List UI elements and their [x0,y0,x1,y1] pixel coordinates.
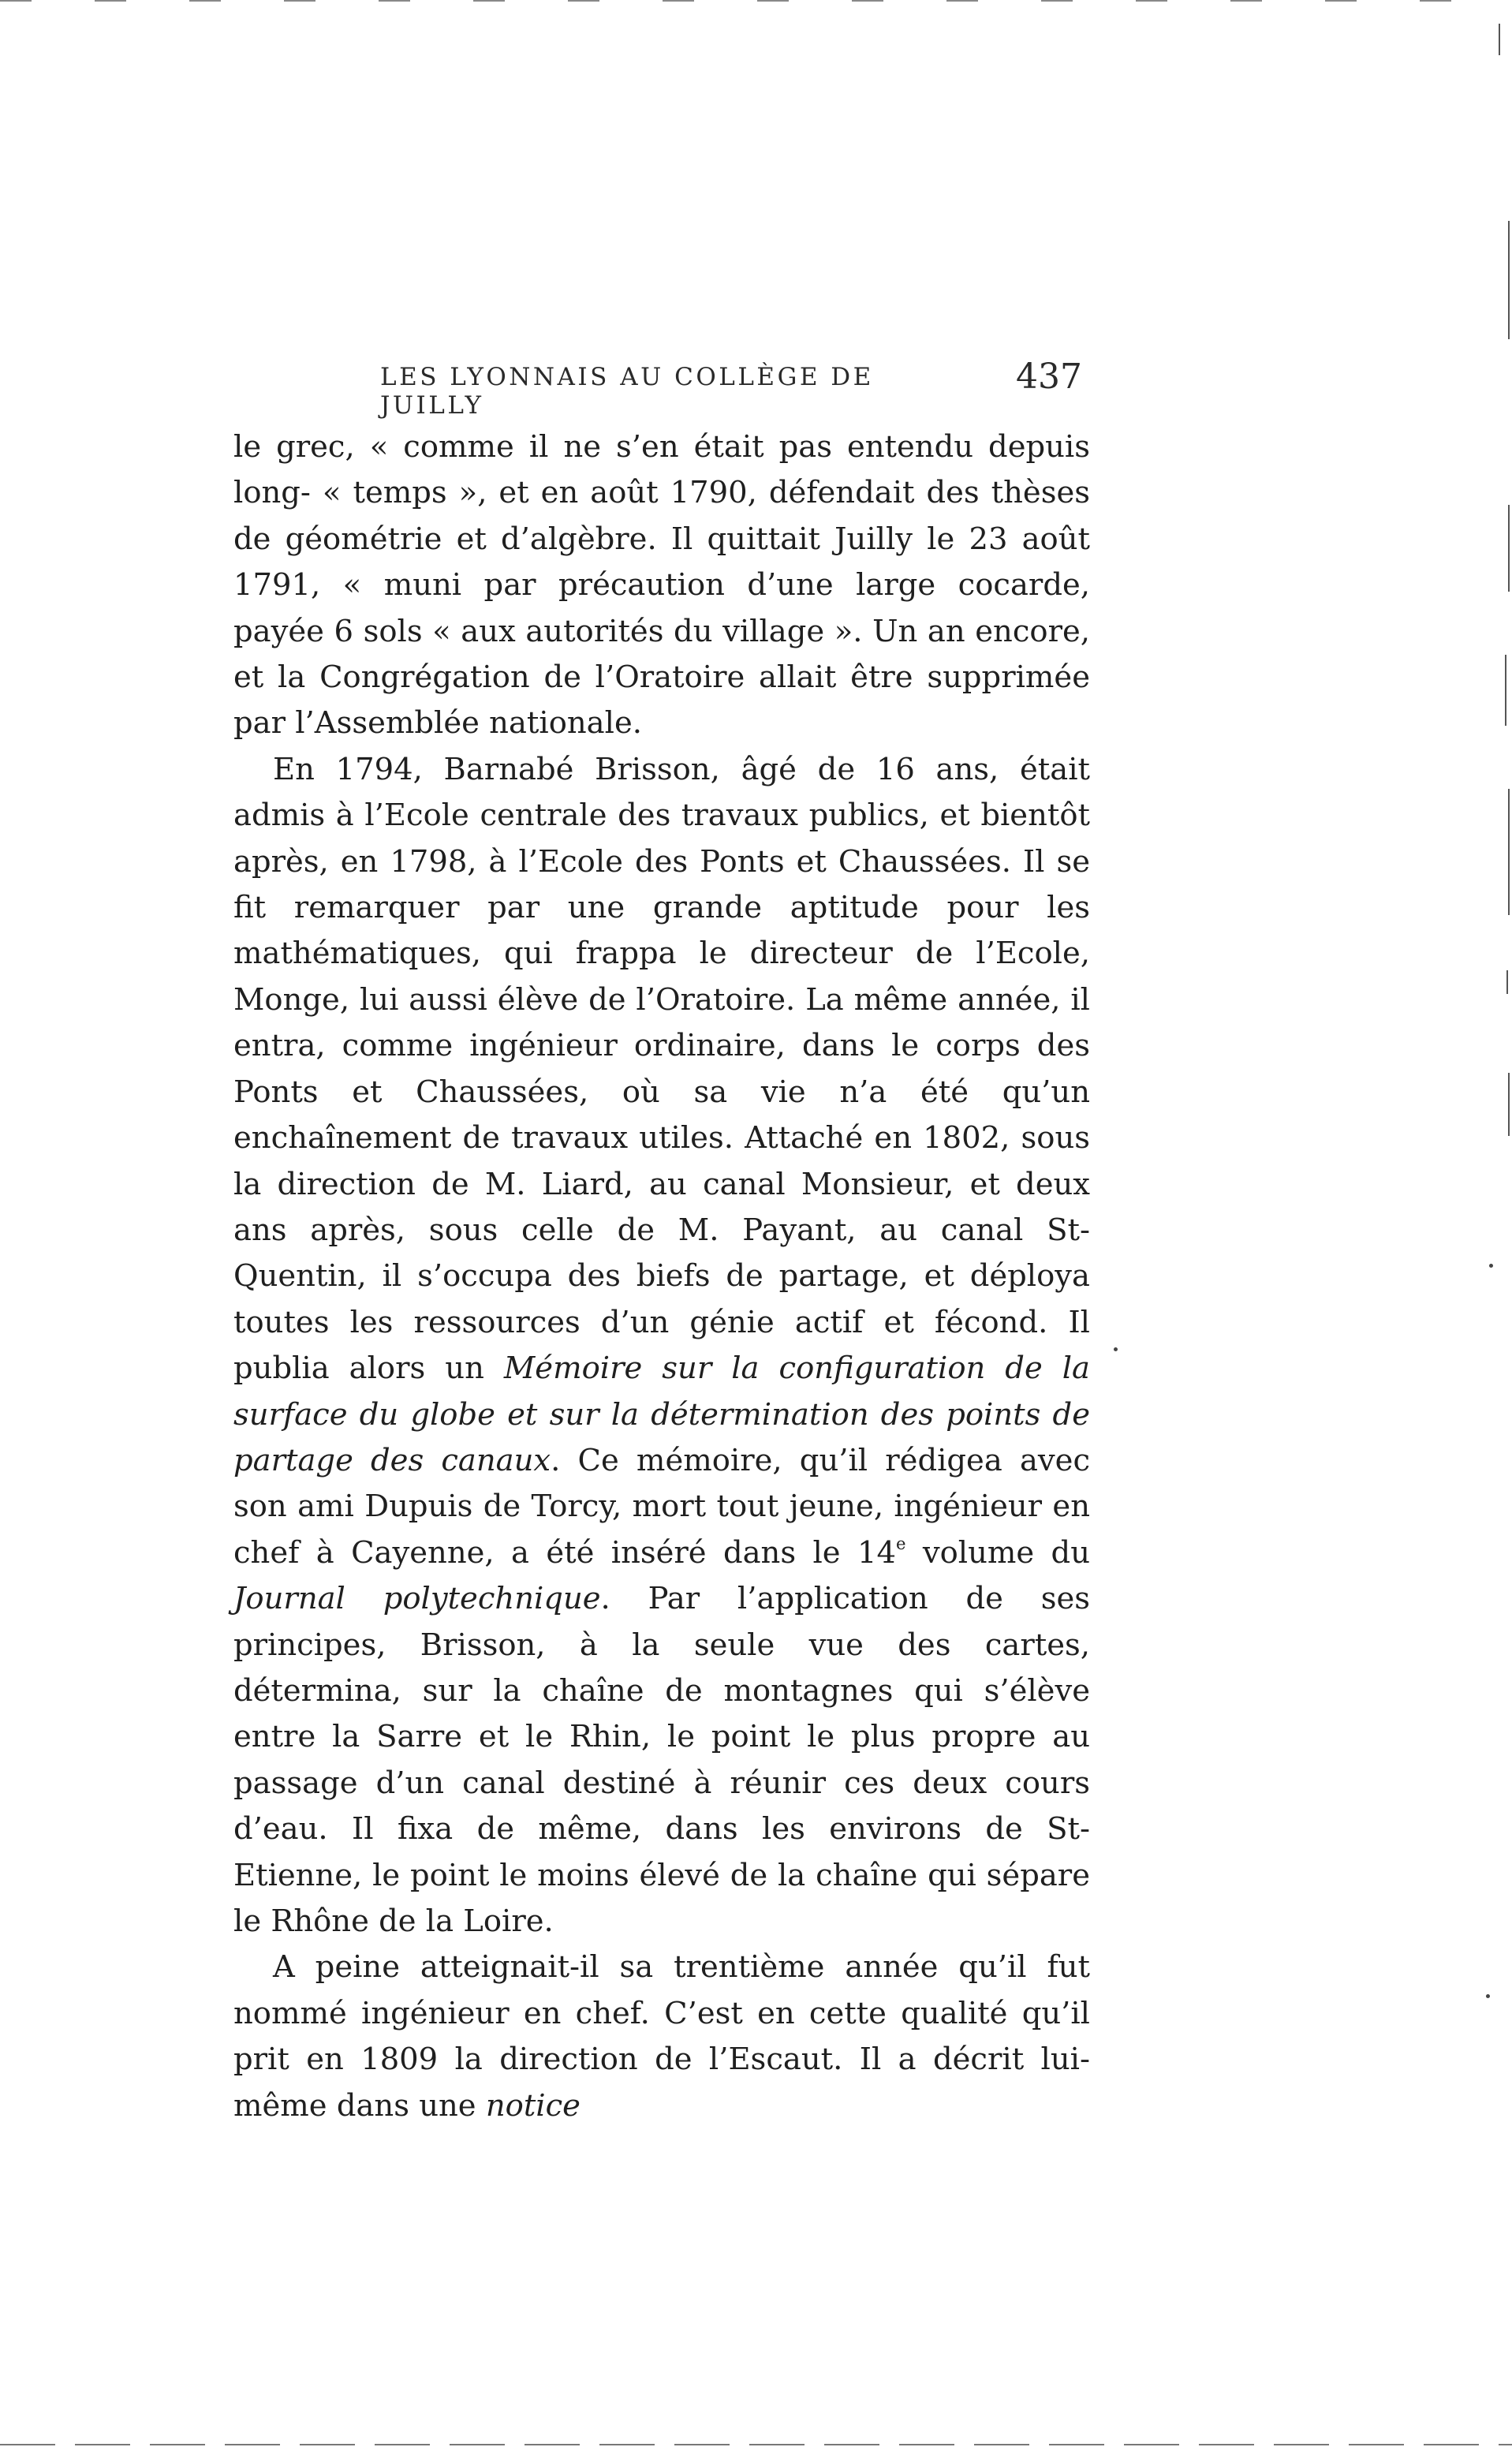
notice-word: notice [485,2087,581,2124]
scan-top-edge [0,0,1512,2]
paragraph-2 [233,747,1090,1945]
scan-edge-mark [1499,24,1500,55]
scan-edge-mark [1508,221,1510,339]
paragraph-2-text-a: En 1794, Barnabé Brisson, âgé de 16 ans, était admis à l’Ecole centrale des travaux publics, et bientôt après, en 1798, à l’Ecole des Ponts et Chaussées. Il se fit remarquer par une grande aptitude pour les mathématiques, qui frappa le directeur de l’Ecole, Monge, lui aussi élève de l’Oratoire. La même année, il entra, comme ingénieur ordinaire, dans le corps des Ponts et Chaussées, où sa vie n’a été qu’un enchaînement de travaux utiles. Attaché en 1802, sous la direction de M. Liard, au canal Monsieur, et deux ans après, sous celle de M. Payant, au canal St-Quentin, il s’occupa des biefs de partage, et déploya toutes les ressources d’un génie actif et fécond. Il publia alors un [233,751,1090,1387]
body-text [233,424,1090,2129]
scan-speck [1486,1994,1490,1998]
scan-speck [1489,1264,1493,1268]
superscript-e: e [895,1533,906,1553]
scan-speck [1114,1347,1118,1351]
scan-edge-mark [1506,970,1508,994]
scan-edge-mark [1508,1073,1510,1136]
journal-title: Journal polytechnique [233,1581,601,1617]
paragraph-2-text-b: . Ce mémoire, qu’il rédigea avec son ami Dupuis de Torcy, mort tout jeune, ingénieur en chef à Cayenne, a été inséré dans le 14 [233,1442,1091,1571]
paragraph-1: le grec, « comme il ne s’en était pas entendu depuis long- « temps », et en août 1790, défendait des thèses de géométrie et d’algèbre. Il quittait Juilly le 23 août 1791, « muni par précaution d’une large cocarde, payée 6 sols « aux autorités du village ». Un an encore, et la Congrégation de l’Oratoire allait être supprimée par l’Assemblée nationale. [233,429,1090,742]
memoire-title: Mémoire sur la configuration de la surface du globe et sur la détermination des points de partage des canaux [233,1351,1090,1478]
scan-edge-mark [1508,789,1510,915]
page-number: 437 [1016,357,1082,397]
paragraph-2-text-c: volume du [905,1534,1090,1571]
scan-bottom-edge [0,2444,1512,2445]
running-title: LES LYONNAIS AU COLLÈGE DE JUILLY [380,363,874,420]
paragraph-2-text-d: . Par l’application de ses principes, Brisson, à la seule vue des cartes, détermina, sur la chaîne de montagnes qui s’élève entre la Sarre et le Rhin, le point le plus propre au passage d’un canal destiné à réunir ces deux cours d’eau. Il fixa de même, dans les environs de St-Etienne, le point le moins élevé de la chaîne qui sépare le Rhône de la Loire. [233,1581,1090,1939]
paragraph-3-text-a: A peine atteignait-il sa trentième année qu’il fut nommé ingénieur en chef. C’est en cette qualité qu’il prit en 1809 la direction de l’Escaut. Il a décrit lui-même dans une [233,1949,1090,2124]
scan-edge-mark [1508,505,1510,592]
paragraph-3 [233,1945,1090,2129]
scan-edge-mark [1505,655,1506,726]
